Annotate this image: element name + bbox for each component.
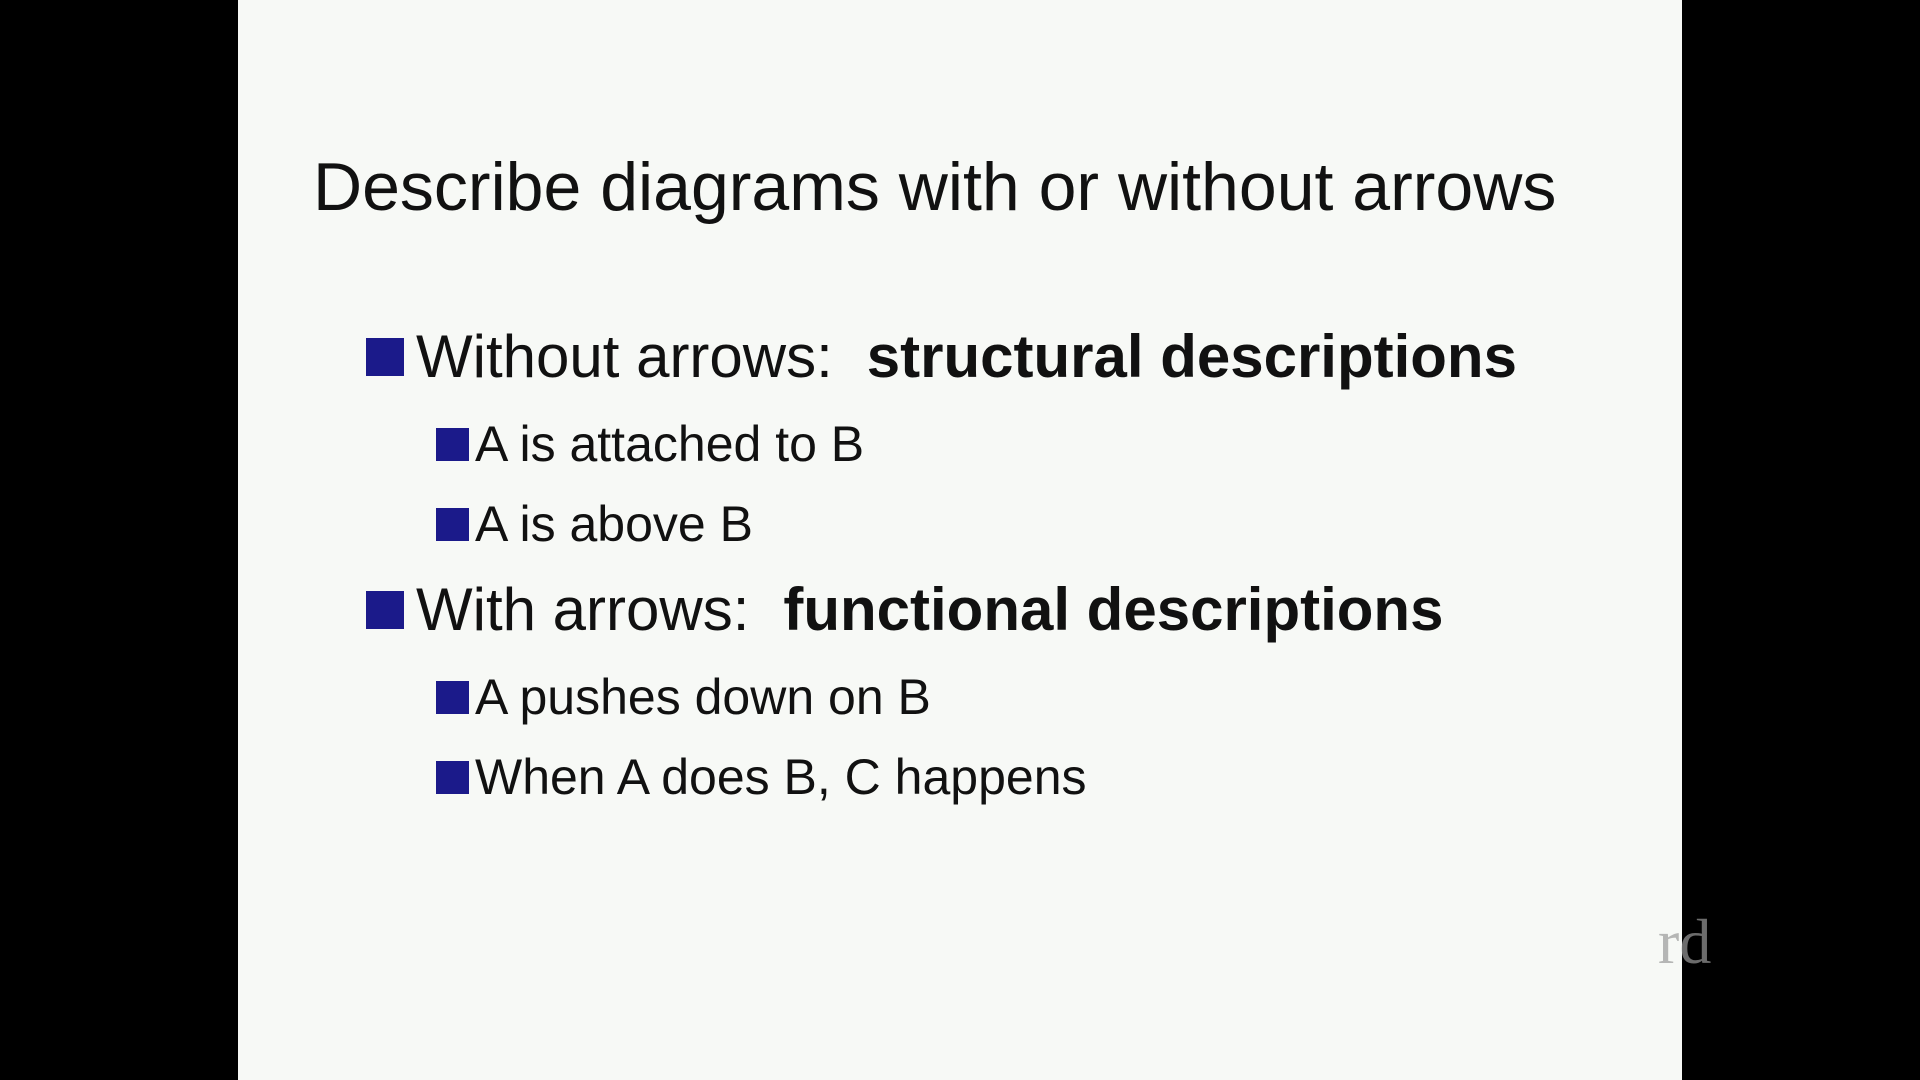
slide-title: Describe diagrams with or without arrows [313,149,1557,225]
slide [238,0,1712,1080]
sub-bullet-item [436,495,753,553]
square-bullet-icon [436,428,469,461]
sub-bullet-text: A is attached to B [475,416,865,472]
sub-bullet-item [436,748,1087,806]
square-bullet-icon [366,338,404,376]
sub-bullet-item [436,668,931,726]
bullet-lead: With arrows: [416,576,750,643]
bullet-emphasis: functional descriptions [783,576,1444,643]
square-bullet-icon [366,591,404,629]
bullet-lead: Without arrows: [416,323,833,390]
sub-bullet-item [436,415,864,473]
bullet-item-structural [366,322,1517,391]
square-bullet-icon [436,761,469,794]
sub-bullet-text: A pushes down on B [475,669,931,725]
square-bullet-icon [436,681,469,714]
sub-bullet-text: When A does B, C happens [475,749,1087,805]
bullet-list [238,0,1682,1080]
square-bullet-icon [436,508,469,541]
bullet-item-functional [366,575,1443,644]
sub-bullet-text: A is above B [475,496,753,552]
watermark: rd [1658,906,1712,977]
bullet-emphasis: structural descriptions [866,323,1517,390]
